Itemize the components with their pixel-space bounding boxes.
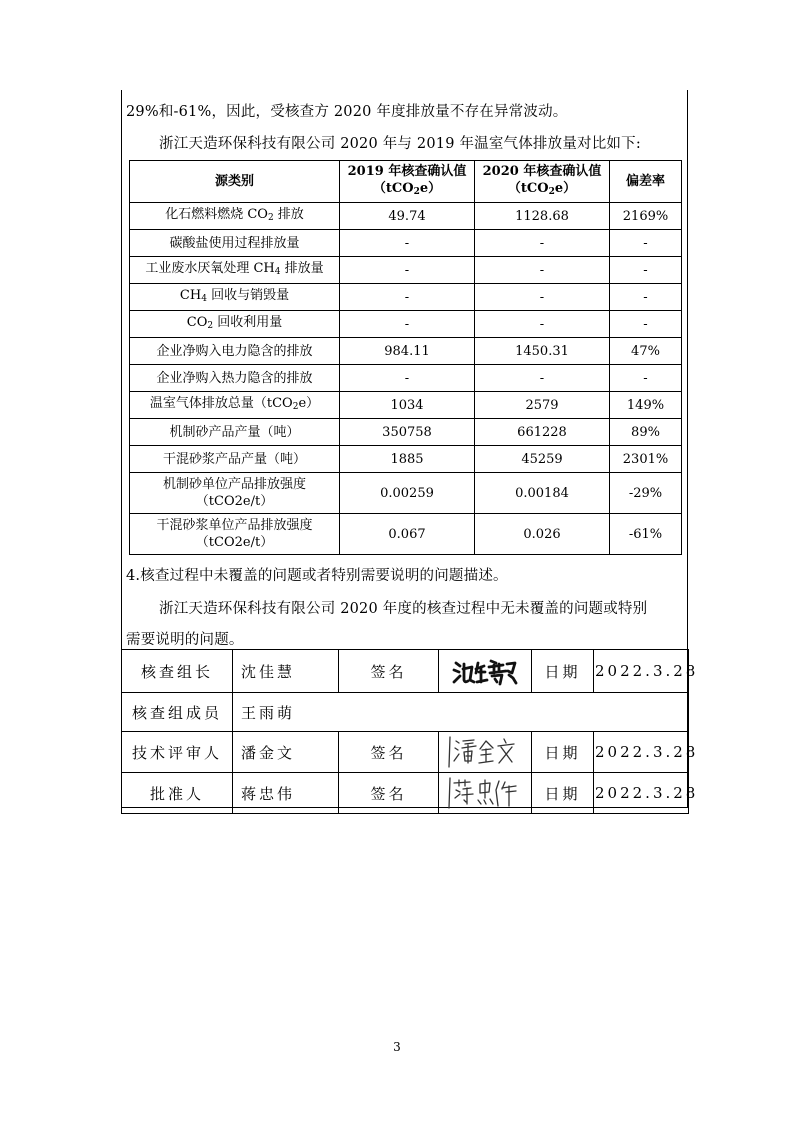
reviewer-date: 2022.3.28 — [594, 732, 689, 773]
row-source-line1: 机制砂单位产品排放强度 — [162, 477, 306, 492]
row-value-v2020: 45259 — [475, 446, 610, 473]
table-caption: 浙江天造环保科技有限公司 2020 年与 2019 年温室气体排放量对比如下: — [159, 136, 641, 152]
header-2019-line2 — [342, 180, 472, 201]
row-source-suffix: e） — [298, 395, 320, 411]
leader-date-label: 日期 — [532, 650, 594, 693]
approver-signature — [439, 773, 532, 814]
row-value-v2020: 661228 — [475, 419, 610, 446]
table-row — [130, 514, 682, 555]
row-source-text: 干混砂浆产品产量（吨） — [162, 451, 306, 467]
row-source-label — [130, 473, 340, 514]
approver-signature-image — [446, 776, 524, 810]
intro-line: 29%和-61%，因此，受核查方 2020 年度排放量不存在异常波动。 — [126, 104, 568, 120]
signoff-row-reviewer — [122, 732, 689, 773]
header-2020-unit-sub: 2 — [548, 186, 555, 197]
signoff-row-approver — [122, 773, 689, 814]
emission-comparison-table — [129, 160, 682, 555]
row-value-dev: - — [610, 311, 682, 338]
row-source-text: 碳酸盐使用过程排放量 — [169, 235, 300, 251]
row-source-label — [130, 446, 340, 473]
leader-signature — [439, 650, 532, 693]
row-source-label — [130, 514, 340, 555]
row-value-v2020: 1450.31 — [475, 338, 610, 365]
row-source-label — [130, 257, 340, 284]
row-source-line1: 干混砂浆单位产品排放强度 — [156, 518, 313, 533]
row-value-v2019: - — [340, 230, 475, 257]
row-source-subscript: 2 — [207, 320, 214, 331]
table-header-row — [130, 161, 682, 203]
header-2020 — [475, 161, 610, 203]
reviewer-name: 潘金文 — [233, 732, 339, 773]
header-2020-unit-a: （tCO — [507, 180, 549, 196]
signoff-table — [121, 649, 699, 814]
row-value-dev: 2169% — [610, 203, 682, 230]
leader-label: 核查组长 — [122, 650, 233, 693]
row-value-dev: - — [610, 257, 682, 284]
table-row — [130, 284, 682, 311]
approver-date: 2022.3.28 — [594, 773, 689, 814]
signoff-row-members — [122, 693, 689, 732]
row-source-text: 企业净购入电力隐含的排放 — [156, 343, 313, 359]
row-source-label — [130, 311, 340, 338]
table-row — [130, 338, 682, 365]
row-source-label — [130, 284, 340, 311]
row-value-dev: - — [610, 230, 682, 257]
header-deviation: 偏差率 — [610, 161, 682, 203]
row-value-dev: -29% — [610, 473, 682, 514]
leader-signature-image — [450, 655, 520, 687]
row-source-suffix: 回收利用量 — [213, 314, 283, 330]
header-2019-unit-a: （tCO — [372, 180, 414, 196]
leader-date: 2022.3.28 — [594, 650, 689, 693]
table-row — [130, 419, 682, 446]
header-2019-unit-sub: 2 — [413, 186, 420, 197]
approver-label: 批准人 — [122, 773, 233, 814]
row-value-v2020: 2579 — [475, 392, 610, 419]
row-value-v2020: 1128.68 — [475, 203, 610, 230]
row-source-subscript: 4 — [274, 266, 281, 277]
row-value-v2019: 1034 — [340, 392, 475, 419]
section4-body-line1: 浙江天造环保科技有限公司 2020 年度的核查过程中无未覆盖的问题或特别 — [159, 601, 648, 617]
row-value-v2020: - — [475, 230, 610, 257]
row-value-v2019: 49.74 — [340, 203, 475, 230]
row-value-v2019: 1885 — [340, 446, 475, 473]
row-source-text: 机制砂产品产量（吨） — [169, 424, 300, 440]
header-source: 源类别 — [130, 161, 340, 203]
row-source-subscript: 4 — [201, 293, 207, 304]
row-source-label — [130, 230, 340, 257]
header-2019-line1: 2019 年核查确认值 — [347, 163, 467, 179]
row-source-label — [130, 392, 340, 419]
table-row — [130, 365, 682, 392]
row-source-label — [130, 338, 340, 365]
page-number: 3 — [393, 1040, 401, 1054]
section4-title: 4.核查过程中未覆盖的问题或者特别需要说明的问题描述。 — [126, 568, 508, 584]
row-value-v2019: - — [340, 311, 475, 338]
header-2020-line2 — [477, 180, 607, 201]
row-value-v2020: - — [475, 365, 610, 392]
table-row — [130, 257, 682, 284]
row-source-suffix: 回收与销毁量 — [206, 287, 290, 303]
header-2019-unit-c: e） — [419, 180, 442, 196]
row-value-dev: - — [610, 284, 682, 311]
table-row — [130, 392, 682, 419]
approver-sign-label: 签名 — [339, 773, 439, 814]
table-row — [130, 473, 682, 514]
row-value-dev: 89% — [610, 419, 682, 446]
leader-sign-label: 签名 — [339, 650, 439, 693]
row-source-text: 工业废水厌氧处理 CH — [145, 260, 275, 276]
row-value-v2020: 0.00184 — [475, 473, 610, 514]
row-source-suffix: 排放量 — [280, 260, 324, 276]
reviewer-signature-image — [446, 735, 524, 769]
row-value-dev: 149% — [610, 392, 682, 419]
table-row — [130, 203, 682, 230]
row-value-dev: -61% — [610, 514, 682, 555]
row-source-text: CO — [186, 314, 208, 330]
row-source-text: CH — [179, 287, 202, 303]
table-row — [130, 311, 682, 338]
row-value-dev: 47% — [610, 338, 682, 365]
row-value-dev: - — [610, 365, 682, 392]
header-2019 — [340, 161, 475, 203]
row-source-label — [130, 419, 340, 446]
row-source-subscript: 2 — [292, 401, 299, 412]
row-value-v2019: - — [340, 257, 475, 284]
row-value-v2019: 984.11 — [340, 338, 475, 365]
row-value-v2019: 0.067 — [340, 514, 475, 555]
reviewer-sign-label: 签名 — [339, 732, 439, 773]
leader-name: 沈佳慧 — [233, 650, 339, 693]
row-source-text: 温室气体排放总量（tCO — [149, 395, 293, 411]
approver-date-label: 日期 — [532, 773, 594, 814]
row-source-text: 化石燃料燃烧 CO — [165, 206, 268, 222]
row-value-dev: 2301% — [610, 446, 682, 473]
row-value-v2019: 350758 — [340, 419, 475, 446]
row-source-label — [130, 365, 340, 392]
row-value-v2020: - — [475, 257, 610, 284]
members-name: 王雨萌 — [233, 693, 689, 732]
header-2020-line1: 2020 年核查确认值 — [482, 163, 602, 179]
section4-body-line2: 需要说明的问题。 — [126, 632, 244, 648]
signoff-row-leader — [122, 650, 689, 693]
table-row — [130, 230, 682, 257]
row-value-v2020: - — [475, 284, 610, 311]
row-value-v2020: 0.026 — [475, 514, 610, 555]
reviewer-date-label: 日期 — [532, 732, 594, 773]
row-value-v2019: - — [340, 365, 475, 392]
row-source-line2: （tCO2e/t） — [195, 535, 274, 550]
members-label: 核查组成员 — [122, 693, 233, 732]
reviewer-signature — [439, 732, 532, 773]
row-source-text: 企业净购入热力隐含的排放 — [156, 370, 313, 386]
row-source-subscript: 2 — [267, 212, 274, 223]
row-value-v2019: - — [340, 284, 475, 311]
reviewer-label: 技术评审人 — [122, 732, 233, 773]
row-value-v2020: - — [475, 311, 610, 338]
row-source-suffix: 排放 — [273, 206, 304, 222]
table-row — [130, 446, 682, 473]
approver-name: 蒋忠伟 — [233, 773, 339, 814]
header-2020-unit-c: e） — [554, 180, 577, 196]
row-value-v2019: 0.00259 — [340, 473, 475, 514]
row-source-line2: （tCO2e/t） — [195, 494, 274, 509]
row-source-label — [130, 203, 340, 230]
